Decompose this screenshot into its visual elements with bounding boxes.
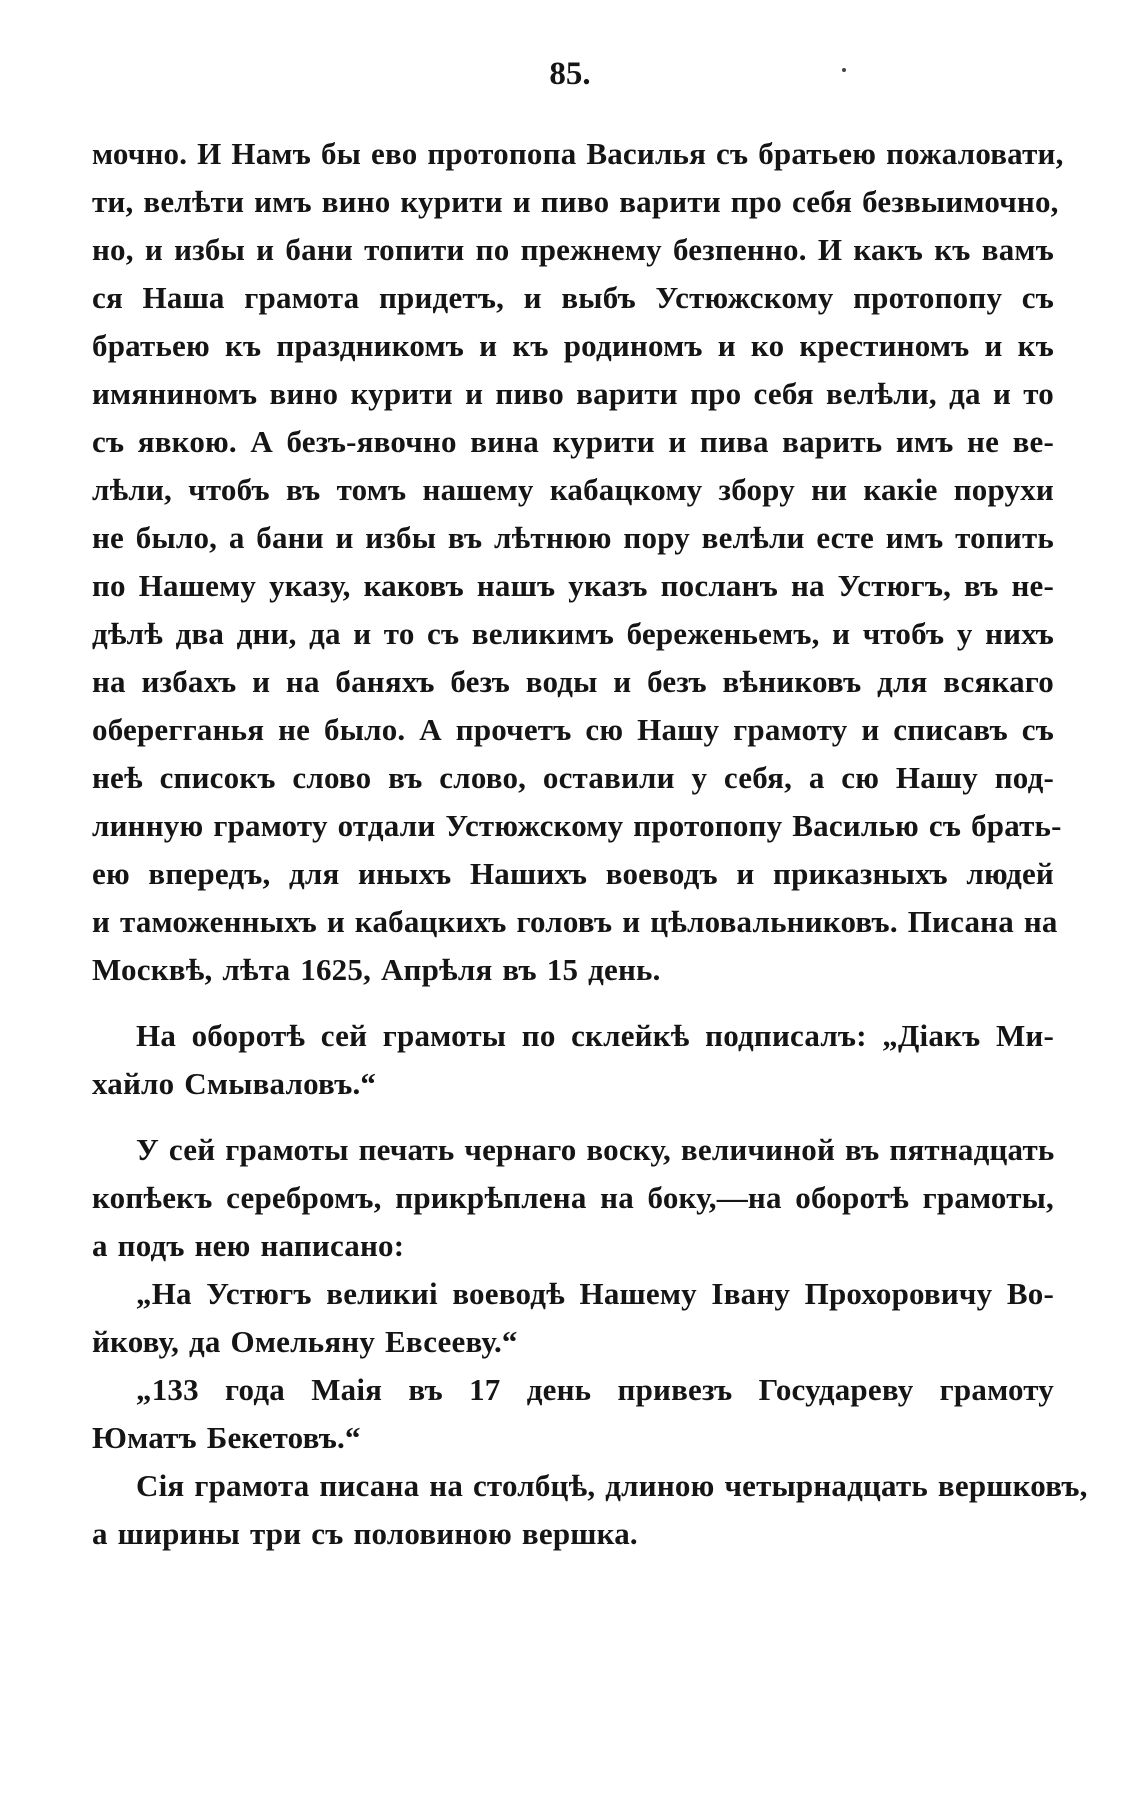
text-line: имяниномъ вино курити и пиво варити про себя велѣли, да и то bbox=[92, 376, 1054, 411]
text-line: „На Устюгъ великиі воеводѣ Нашему Івану Прохоровичу Во- bbox=[136, 1276, 1054, 1311]
text-line: на избахъ и на баняхъ безъ воды и безъ вѣниковъ для всякаго bbox=[92, 664, 1054, 699]
text-line: хайло Смываловъ.“ bbox=[92, 1066, 377, 1101]
paragraph-seal-description bbox=[92, 1126, 1054, 1270]
text-line: лѣли, чтобъ въ томъ нашему кабацкому збору ни какіе порухи bbox=[92, 472, 1054, 507]
paragraph-address bbox=[92, 1270, 1054, 1366]
text-line: братьею къ праздникомъ и къ родиномъ и ко крестиномъ и къ bbox=[92, 328, 1054, 363]
body-text bbox=[92, 130, 1088, 1558]
text-line: дѣлѣ два дни, да и то съ великимъ береженьемъ, и чтобъ у нихъ bbox=[92, 616, 1054, 651]
text-line: и таможенныхъ и кабацкихъ головъ и цѣловальниковъ. Писана на bbox=[92, 904, 1058, 939]
text-line: неѣ списокъ слово въ слово, оставили у себя, а сю Нашу под- bbox=[92, 760, 1054, 795]
text-line: линную грамоту отдали Устюжскому протопопу Василью съ брать- bbox=[92, 808, 1062, 843]
paragraph-delivery-note bbox=[92, 1366, 1054, 1462]
page-number: 85. bbox=[549, 56, 591, 92]
text-line: ся Наша грамота придетъ, и выбъ Устюжскому протопопу съ bbox=[92, 280, 1054, 315]
text-line: съ явкою. А безъ-явочно вина курити и пива варить имъ не ве- bbox=[92, 424, 1054, 459]
text-line: ею впередъ, для иныхъ Нашихъ воеводъ и приказныхъ людей bbox=[92, 856, 1054, 891]
paragraph-signature-note bbox=[92, 1012, 1054, 1108]
text-line: копѣекъ серебромъ, прикрѣплена на боку,—на оборотѣ грамоты, bbox=[92, 1180, 1054, 1215]
text-line: по Нашему указу, каковъ нашъ указъ посланъ на Устюгъ, въ не- bbox=[92, 568, 1054, 603]
text-line: Юматъ Бекетовъ.“ bbox=[92, 1420, 361, 1455]
text-line: мочно. И Намъ бы ево протопопа Василья съ братьею пожаловати, bbox=[92, 136, 1064, 171]
text-line: не было, а бани и избы въ лѣтнюю пору велѣли есте имъ топить bbox=[92, 520, 1054, 555]
text-line: ти, велѣти имъ вино курити и пиво варити про себя безвыимочно, bbox=[92, 184, 1059, 219]
text-line: но, и избы и бани топити по прежнему безпенно. И какъ къ вамъ bbox=[92, 232, 1054, 267]
paragraph-charter-text bbox=[92, 130, 1064, 994]
ink-speck bbox=[842, 68, 846, 72]
text-line: оберегганья не было. А прочетъ сю Нашу грамоту и списавъ съ bbox=[92, 712, 1054, 747]
text-line: На оборотѣ сей грамоты по склейкѣ подписалъ: „Діакъ Ми- bbox=[136, 1018, 1054, 1053]
text-line: Сія грамота писана на столбцѣ, длиною четырнадцать вершковъ, bbox=[136, 1468, 1088, 1503]
text-line: У сей грамоты печать чернаго воску, величиной въ пятнадцать bbox=[136, 1132, 1055, 1167]
paragraph-physical-description bbox=[92, 1462, 1088, 1558]
text-line: йкову, да Омельяну Евсееву.“ bbox=[92, 1324, 518, 1359]
text-line: „133 года Маія въ 17 день привезъ Государеву грамоту bbox=[136, 1372, 1054, 1407]
text-line: а ширины три съ половиною вершка. bbox=[92, 1516, 638, 1551]
text-line: а подъ нею написано: bbox=[92, 1228, 405, 1263]
text-line: Москвѣ, лѣта 1625, Апрѣля въ 15 день. bbox=[92, 952, 661, 987]
